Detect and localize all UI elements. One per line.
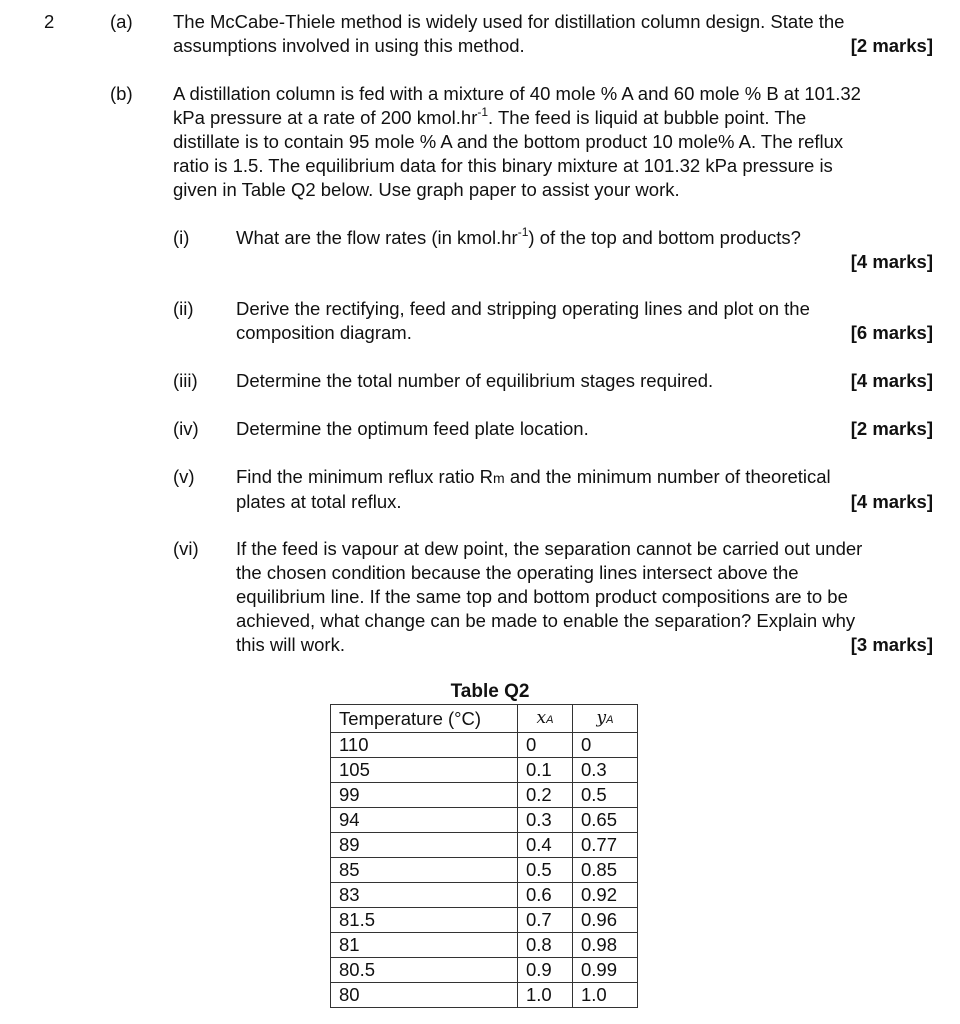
sub-vi-line1: If the feed is vapour at dew point, the separation cannot be carried out under <box>236 538 863 559</box>
sub-i-line1 <box>236 226 933 250</box>
sub-i-label: (i) <box>173 227 190 248</box>
part-b-line2-post: . The feed is liquid at bubble point. The <box>488 107 807 128</box>
sub-vi-line5: this will work. <box>236 634 345 655</box>
part-a-line2: assumptions involved in using this method. <box>173 35 525 56</box>
table-row <box>331 758 638 783</box>
question-number: 2 <box>44 11 55 32</box>
table-row <box>331 983 638 1008</box>
header-xa-sub: A <box>546 714 554 726</box>
header-temperature: Temperature (°C) <box>331 705 518 733</box>
ya-cell: 0 <box>573 733 638 758</box>
temperature-cell: 83 <box>331 883 518 908</box>
temperature-cell: 80.5 <box>331 958 518 983</box>
xa-cell: 0.4 <box>518 833 573 858</box>
ya-cell: 0.96 <box>573 908 638 933</box>
temperature-cell: 105 <box>331 758 518 783</box>
sub-v-sub: m <box>493 470 505 486</box>
table-row <box>331 933 638 958</box>
sub-ii-label: (ii) <box>173 298 194 319</box>
ya-cell: 0.92 <box>573 883 638 908</box>
sub-i-sup: -1 <box>517 224 529 239</box>
part-a-text <box>173 10 933 58</box>
sub-v-line2: plates at total reflux. <box>236 491 402 512</box>
sub-v-post: and the minimum number of theoretical <box>504 466 831 487</box>
sub-vi-line4: achieved, what change can be made to enable the separation? Explain why <box>236 610 856 631</box>
xa-cell: 0.5 <box>518 858 573 883</box>
sub-v-pre: Find the minimum reflux ratio R <box>236 466 494 487</box>
table-row <box>331 733 638 758</box>
ya-cell: 0.5 <box>573 783 638 808</box>
sub-vi-line2: the chosen condition because the operating lines intersect above the <box>236 562 799 583</box>
sub-ii-marks: [6 marks] <box>850 322 933 343</box>
sub-i-post: ) of the top and bottom products? <box>528 227 801 248</box>
table-header-row <box>331 705 638 733</box>
ya-cell: 0.85 <box>573 858 638 883</box>
part-b-line3: distillate is to contain 95 mole % A and the bottom product 10 mole% A. The reflux <box>173 131 844 152</box>
sub-iii-marks: [4 marks] <box>850 370 933 391</box>
sub-v-label: (v) <box>173 466 195 487</box>
sub-v-line1 <box>236 465 933 490</box>
header-ya <box>573 705 638 733</box>
part-b-line1 <box>173 82 933 106</box>
temperature-cell: 89 <box>331 833 518 858</box>
header-xa <box>518 705 573 733</box>
table-title: Table Q2 <box>450 681 530 702</box>
part-b-text <box>173 82 933 202</box>
sub-v-line2-row <box>236 490 933 514</box>
xa-cell: 0.6 <box>518 883 573 908</box>
sub-i-text <box>236 226 933 274</box>
xa-cell: 0.2 <box>518 783 573 808</box>
header-ya-var: y <box>596 708 607 728</box>
sub-vi-label: (vi) <box>173 538 199 559</box>
sub-vi-line3: equilibrium line. If the same top and bottom product compositions are to be <box>236 586 848 607</box>
table-row <box>331 958 638 983</box>
header-xa-var: x <box>536 708 547 728</box>
sub-vi-text <box>236 537 933 657</box>
table-row <box>331 858 638 883</box>
header-ya-sub: A <box>606 714 614 726</box>
temperature-cell: 85 <box>331 858 518 883</box>
ya-cell: 0.65 <box>573 808 638 833</box>
xa-cell: 0.3 <box>518 808 573 833</box>
part-b-line1-text: A distillation column is fed with a mixture of 40 mole % A and 60 mole % B at 101.32 <box>173 83 861 104</box>
sub-i-pre: What are the flow rates (in kmol.hr <box>236 227 518 248</box>
sub-ii-text <box>236 297 933 345</box>
table-row <box>331 908 638 933</box>
temperature-cell: 80 <box>331 983 518 1008</box>
part-b-line5: given in Table Q2 below. Use graph paper to assist your work. <box>173 179 680 200</box>
table-row <box>331 883 638 908</box>
part-b-line2-pre: kPa pressure at a rate of 200 kmol.hr <box>173 107 478 128</box>
sub-vi-line5-row <box>236 633 933 657</box>
temperature-cell: 99 <box>331 783 518 808</box>
sub-iii-text: Determine the total number of equilibrium stages required. <box>236 370 714 391</box>
table-body <box>331 733 638 1008</box>
sub-iv-row <box>236 417 933 441</box>
sub-iv-marks: [2 marks] <box>850 418 933 439</box>
sub-ii-line2: composition diagram. <box>236 322 412 343</box>
sub-v-text <box>236 465 933 514</box>
ya-cell: 0.77 <box>573 833 638 858</box>
part-a-marks: [2 marks] <box>850 35 933 56</box>
xa-cell: 1.0 <box>518 983 573 1008</box>
part-b-line2 <box>173 106 933 130</box>
sub-ii-line1: Derive the rectifying, feed and stripping operating lines and plot on the <box>236 298 810 319</box>
xa-cell: 0.1 <box>518 758 573 783</box>
equilibrium-table <box>330 704 638 1008</box>
sub-iii-label: (iii) <box>173 370 198 391</box>
xa-cell: 0.9 <box>518 958 573 983</box>
ya-cell: 0.3 <box>573 758 638 783</box>
part-b-label: (b) <box>110 83 133 104</box>
ya-cell: 1.0 <box>573 983 638 1008</box>
part-a-label: (a) <box>110 11 133 32</box>
sub-v-marks: [4 marks] <box>850 491 933 512</box>
part-a-line2-row <box>173 34 933 58</box>
part-b-line2-text <box>173 106 806 130</box>
sub-iv-text: Determine the optimum feed plate location. <box>236 418 589 439</box>
part-a-line1: The McCabe-Thiele method is widely used for distillation column design. State the <box>173 11 845 32</box>
temperature-cell: 81.5 <box>331 908 518 933</box>
sub-vi-marks: [3 marks] <box>850 634 933 655</box>
temperature-cell: 110 <box>331 733 518 758</box>
ya-cell: 0.98 <box>573 933 638 958</box>
xa-cell: 0.8 <box>518 933 573 958</box>
table-row <box>331 808 638 833</box>
table-row <box>331 783 638 808</box>
ya-cell: 0.99 <box>573 958 638 983</box>
part-b-line2-sup: -1 <box>477 104 489 119</box>
sub-i-marks: [4 marks] <box>850 251 933 272</box>
xa-cell: 0 <box>518 733 573 758</box>
temperature-cell: 81 <box>331 933 518 958</box>
sub-iv-label: (iv) <box>173 418 199 439</box>
sub-iii-row <box>236 369 933 393</box>
xa-cell: 0.7 <box>518 908 573 933</box>
sub-ii-line2-row <box>236 321 933 345</box>
part-b-line4: ratio is 1.5. The equilibrium data for this binary mixture at 101.32 kPa pressure is <box>173 155 833 176</box>
table-row <box>331 833 638 858</box>
temperature-cell: 94 <box>331 808 518 833</box>
